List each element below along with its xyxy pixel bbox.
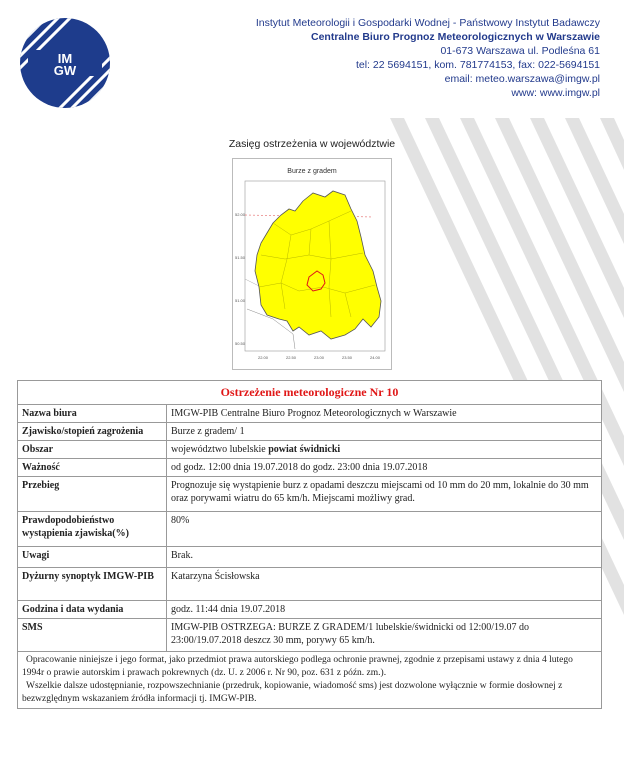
- table-row: [18, 547, 602, 568]
- redistribution-paragraph: Wszelkie dalsze udostępnianie, rozpowszechnianie (przedruk, kopiowanie, wiadomość sms) jest dozwolone wyłącznie w formie dosłownej z bezwzględnym wskazaniem źródła informacji tj. IMGW-PIB.: [22, 681, 563, 704]
- row-label: Godzina i data wydania: [18, 601, 167, 619]
- row-value: Prognozuje się wystąpienie burz z opadami deszczu miejscami od 10 mm do 20 mm, lokalnie do 30 mm oraz porywami wiatru do 65 km/h. Miejscami możliwy grad.: [167, 477, 602, 512]
- y-tick: 50.50: [235, 341, 246, 346]
- table-row: [18, 568, 602, 601]
- x-tick: 24.00: [369, 355, 381, 360]
- table-row: [18, 619, 602, 652]
- phone-fax: tel: 22 5694151, kom. 781774153, fax: 022-5694151: [355, 59, 600, 71]
- row-label: SMS: [18, 619, 167, 652]
- warning-table: [17, 380, 602, 709]
- row-label: Ważność: [18, 459, 167, 477]
- y-tick: 51.50: [235, 255, 246, 260]
- table-row: [18, 423, 602, 441]
- row-value: godz. 11:44 dnia 19.07.2018: [167, 601, 602, 619]
- y-tick: 52.00: [235, 212, 246, 217]
- row-label: Zjawisko/stopień zagrożenia: [18, 423, 167, 441]
- area-county: powiat świdnicki: [268, 444, 341, 455]
- map-chart-title: Burze z gradem: [287, 168, 337, 175]
- x-tick: 22.50: [285, 355, 297, 360]
- institute-header: [256, 16, 600, 100]
- x-tick: 22.00: [257, 355, 269, 360]
- table-row: [18, 459, 602, 477]
- warning-map: [232, 158, 392, 370]
- row-label: Prawdopodobieństwo wystąpienia zjawiska(%): [18, 512, 167, 547]
- y-tick: 51.00: [235, 298, 246, 303]
- table-row: [18, 405, 602, 423]
- row-value: od godz. 12:00 dnia 19.07.2018 do godz. 23:00 dnia 19.07.2018: [167, 459, 602, 477]
- email: email: meteo.warszawa@imgw.pl: [444, 73, 600, 85]
- row-label: Uwagi: [18, 547, 167, 568]
- imgw-logo: [18, 16, 112, 110]
- copyright-paragraph: Opracowanie niniejsze i jego format, jako przedmiot prawa autorskiego podlega ochronie prawnej, zgodnie z przepisami ustawy z dnia 4 lutego 1994r o prawie autorskim i prawach pokrewnych (dz. U. z 2006 r. Nr 90, poz. 631 z późn. zm.).: [22, 655, 573, 678]
- table-row: [18, 477, 602, 512]
- row-label: Przebieg: [18, 477, 167, 512]
- institute-name: Instytut Meteorologii i Gospodarki Wodnej - Państwowy Instytut Badawczy: [255, 17, 600, 29]
- logo-text-bottom: GW: [53, 63, 77, 78]
- map-section-title: Zasięg ostrzeżenia w województwie: [228, 138, 396, 150]
- table-row: [18, 601, 602, 619]
- warning-title: Ostrzeżenie meteorologiczne Nr 10: [18, 381, 602, 405]
- x-tick: 23.00: [313, 355, 325, 360]
- lubelskie-region: [255, 191, 381, 339]
- address: 01-673 Warszawa ul. Podleśna 61: [440, 45, 600, 57]
- row-value: Brak.: [167, 547, 602, 568]
- row-value: Burze z gradem/ 1: [167, 423, 602, 441]
- table-row: [18, 441, 602, 459]
- row-value: [167, 441, 602, 459]
- row-label: Dyżurny synoptyk IMGW-PIB: [18, 568, 167, 601]
- x-tick: 23.50: [341, 355, 353, 360]
- copyright-notice: [18, 652, 602, 709]
- row-value: Katarzyna Ścisłowska: [167, 568, 602, 601]
- row-value: IMGW-PIB Centralne Biuro Prognoz Meteorologicznych w Warszawie: [167, 405, 602, 423]
- office-name: Centralne Biuro Prognoz Meteorologicznych w Warszawie: [311, 31, 600, 43]
- logo-text-top: IM: [57, 51, 73, 66]
- table-row: [18, 512, 602, 547]
- website: www: www.imgw.pl: [511, 87, 600, 99]
- row-label: Obszar: [18, 441, 167, 459]
- area-voivodeship: województwo lubelskie: [171, 444, 269, 455]
- row-value: 80%: [167, 512, 602, 547]
- row-label: Nazwa biura: [18, 405, 167, 423]
- row-value: IMGW-PIB OSTRZEGA: BURZE Z GRADEM/1 lubelskie/świdnicki od 12:00/19.07 do 23:00/19.07.2018 deszcz 30 mm, porywy 65 km/h.: [167, 619, 602, 652]
